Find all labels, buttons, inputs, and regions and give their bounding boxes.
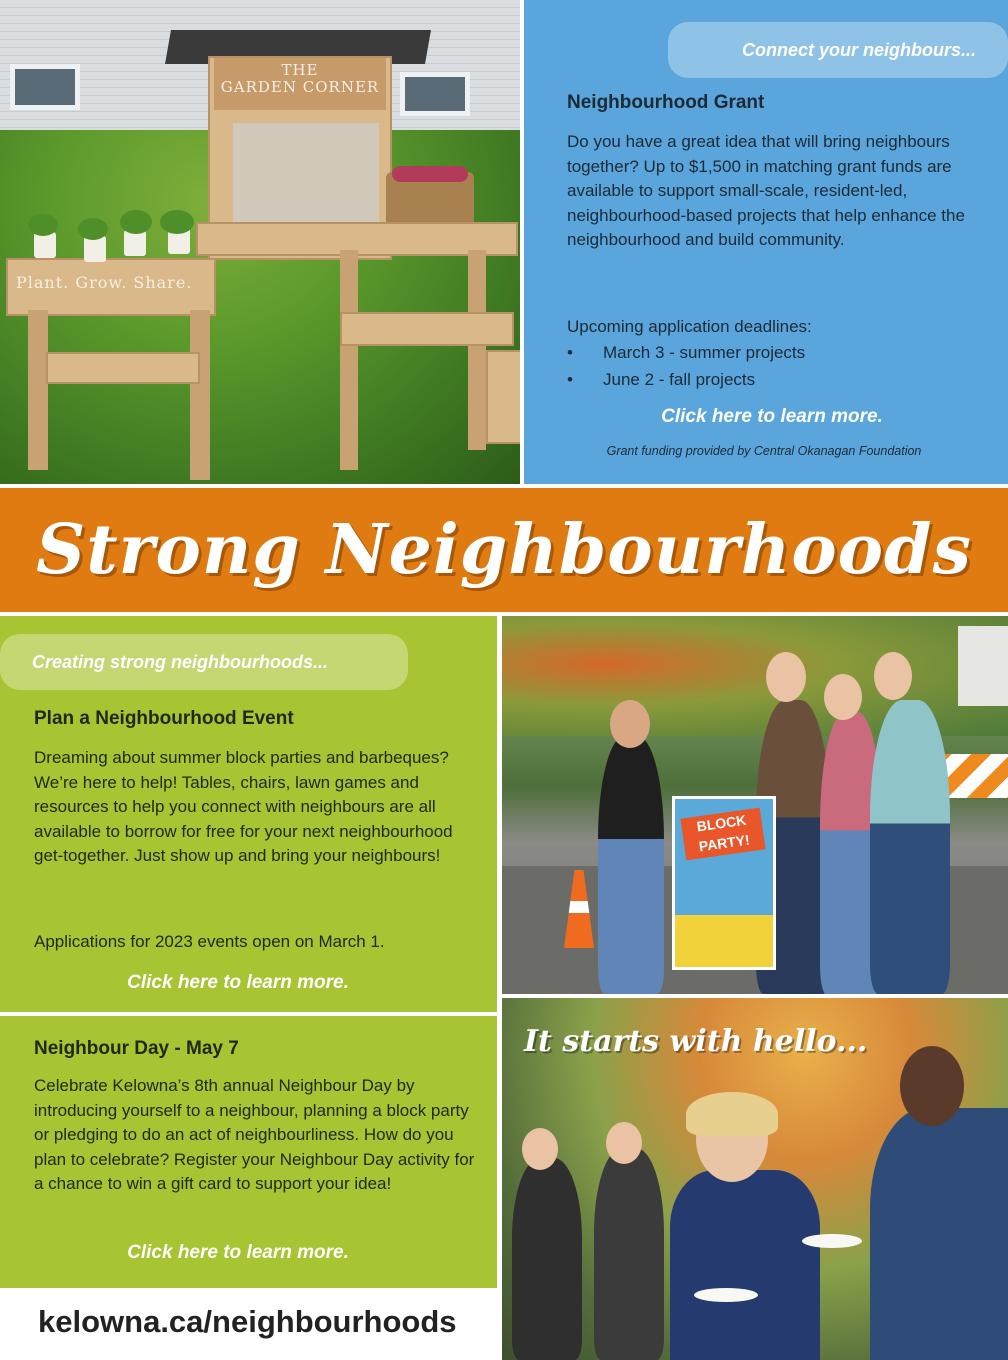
house-window	[10, 64, 80, 110]
woman-denim-jacket	[870, 1108, 1008, 1360]
neighbour-day-panel	[0, 1016, 497, 1288]
block-party-line-2: PARTY!	[697, 831, 751, 855]
grant-funding-credit: Grant funding provided by Central Okanagan Foundation	[606, 444, 922, 458]
event-body: Dreaming about summer block parties and barbeques? We’re here to help! Tables, chairs, lawn games and resources to help you connect with neighbours are all available to borrow for free for your next neighbourhood get-together. Just show up and bring your neighbours!	[34, 748, 453, 865]
person-head	[610, 700, 650, 748]
deadlines-intro: Upcoming application deadlines:	[567, 317, 812, 336]
block-party-sign	[672, 796, 776, 970]
url-footer	[0, 1290, 497, 1360]
it-starts-with-hello-photo	[502, 998, 1008, 1360]
shelf-sign: Plant. Grow. Share.	[16, 273, 193, 292]
title-banner	[0, 488, 1008, 612]
grant-heading: Neighbourhood Grant	[567, 92, 765, 113]
bullet: •	[567, 369, 573, 389]
plant-leaves	[160, 210, 194, 234]
shelf-leg	[190, 310, 210, 480]
deadline-item	[567, 368, 987, 393]
event-learn-more-link[interactable]: Click here to learn more.	[127, 972, 349, 993]
deadline-text: March 3 - summer projects	[603, 343, 806, 362]
table-leg	[468, 250, 486, 450]
rv-trailer	[958, 626, 1008, 706]
plant-leaves	[28, 214, 58, 236]
deadline-list	[567, 341, 987, 392]
neighbour-day-body: Celebrate Kelowna’s 8th annual Neighbour Day by introducing yourself to a neighbour, planning a block party or pledging to do an act of neighbourliness. How do you plan to celebrate? Register your Neighbour Day activity for a chance to win a gift card to support your idea!	[34, 1076, 475, 1193]
block-party-badge	[680, 808, 765, 861]
garden-corner-photo	[0, 0, 520, 484]
neighbour-day-heading: Neighbour Day - May 7	[34, 1038, 239, 1059]
grant-panel	[524, 0, 1008, 484]
person-head	[900, 1046, 964, 1126]
blond-hair	[686, 1092, 778, 1136]
banner-title: Strong Neighbourhoods	[36, 510, 972, 590]
event-application-note: Applications for 2023 events open on March 1.	[34, 932, 385, 951]
plate	[694, 1288, 758, 1302]
sign-field-graphic	[675, 915, 773, 967]
person-head	[522, 1128, 558, 1170]
lower-shelf	[340, 312, 514, 346]
neighbour-day-learn-more-link[interactable]: Click here to learn more.	[127, 1242, 349, 1263]
grant-learn-more-link[interactable]: Click here to learn more.	[661, 406, 883, 427]
planter-box	[486, 350, 520, 444]
sign-line-2: GARDEN CORNER	[220, 78, 380, 96]
person-head	[766, 652, 806, 702]
plant-leaves	[120, 210, 152, 234]
plant-leaves	[78, 218, 108, 240]
bullet: •	[567, 343, 573, 362]
plate	[802, 1234, 862, 1248]
block-party-line-1: BLOCK	[695, 811, 748, 835]
hello-caption: It starts with hello...	[524, 1024, 868, 1059]
shelf-plank	[46, 352, 200, 384]
table-leg	[340, 250, 358, 470]
basket-flowers	[392, 166, 468, 182]
neighbourhoods-url-link[interactable]: kelowna.ca/neighbourhoods	[38, 1304, 457, 1339]
deadline-text: June 2 - fall projects	[603, 369, 756, 389]
deadline-item	[567, 341, 987, 366]
person	[594, 1148, 664, 1360]
woman-blue-top	[670, 1170, 820, 1360]
grant-tagline-pill: Connect your neighbours...	[668, 22, 1008, 78]
block-party-photo	[502, 616, 1008, 994]
person-head	[606, 1122, 642, 1164]
person	[512, 1158, 582, 1360]
grant-body: Do you have a great idea that will bring neighbours together? Up to $1,500 in matching grant funds are available to support small-scale, resident-led, neighbourhood-based projects that help enhance the neighbourhood and build community.	[567, 132, 965, 249]
person	[598, 736, 664, 994]
event-tagline-pill: Creating strong neighbourhoods...	[0, 634, 408, 690]
house-window	[400, 72, 470, 116]
sign-line-1: THE	[281, 61, 319, 79]
event-panel	[0, 616, 497, 1012]
person	[870, 700, 950, 994]
garden-corner-sign	[214, 58, 386, 110]
event-heading: Plan a Neighbourhood Event	[34, 708, 294, 729]
shelf-leg	[28, 310, 48, 470]
person-head	[874, 652, 912, 700]
person-head	[824, 674, 862, 720]
plant-shelf	[6, 258, 216, 316]
